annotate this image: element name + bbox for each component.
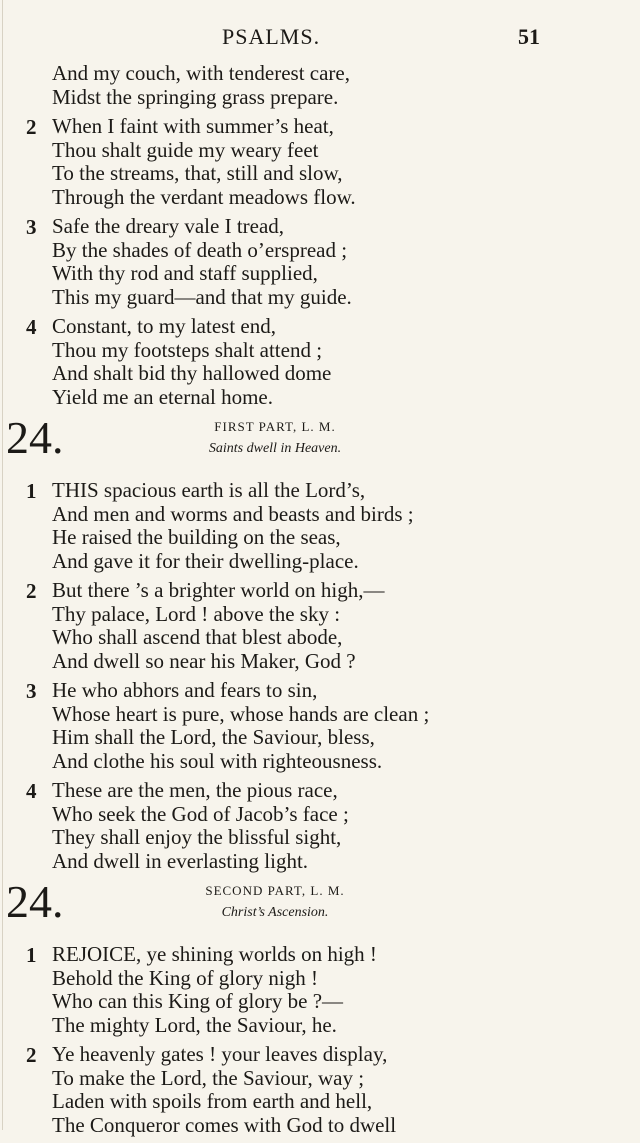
verse-line: Yield me an eternal home. (52, 384, 274, 409)
verse-line: But there ’s a brighter world on high,— (52, 578, 385, 602)
verse-line: This my guard—and that my guide. (52, 284, 352, 309)
page-header (0, 24, 640, 54)
verse-line: The Conqueror comes with God to dwell (52, 1112, 397, 1137)
stanza-number: 2 (26, 579, 37, 603)
hymn-meter: FIRST PART, L. M. (214, 419, 336, 434)
stanza (0, 215, 640, 309)
stanza-number: 1 (26, 943, 37, 967)
hymn-second-part (0, 876, 640, 1137)
verse-line: Through the verdant meadows flow. (52, 184, 356, 209)
stanza-number: 4 (26, 779, 37, 803)
hymn-first-part (0, 412, 640, 873)
hymn-meter: SECOND PART, L. M. (205, 883, 345, 898)
verse-line: And clothe his soul with righteousness. (52, 748, 383, 773)
verse-line: They shall enjoy the blissful sight, (52, 825, 342, 849)
verse-line: And my couch, with tenderest care, (52, 61, 350, 85)
stanza (0, 779, 640, 873)
verse-line: Behold the King of glory nigh ! (52, 965, 318, 990)
stanza (0, 579, 640, 673)
verse-line: With thy rod and staff supplied, (52, 261, 318, 285)
continued-psalm (0, 62, 640, 409)
stanza (0, 62, 640, 109)
hymn-subject: Christ’s Ascension. (221, 905, 329, 920)
verse-line: And shalt bid thy hallowed dome (52, 361, 332, 385)
verse-line: He raised the building on the seas, (52, 525, 341, 549)
verse-line: When I faint with summer’s heat, (52, 114, 334, 138)
stanza-number: 2 (26, 1043, 37, 1067)
stanza-number: 3 (26, 215, 37, 239)
stanza (0, 1043, 640, 1137)
stanza-number: 4 (26, 315, 37, 339)
verse-line: The mighty Lord, the Saviour, he. (52, 1012, 337, 1037)
hymn-number: 24. (6, 876, 64, 927)
verse-line: Ye heavenly gates ! your leaves display, (52, 1042, 388, 1066)
verse-line: And dwell so near his Maker, God ? (52, 648, 356, 673)
page-body (0, 62, 640, 1143)
stanza (0, 479, 640, 573)
verse-line: Laden with spoils from earth and hell, (52, 1089, 373, 1113)
verse-line: Who can this King of glory be ?— (52, 989, 344, 1013)
hymn-heading (0, 412, 640, 473)
verse-line: And men and worms and beasts and birds ; (52, 501, 414, 526)
verse-line: And dwell in everlasting light. (52, 848, 309, 873)
verse-line: Midst the springing grass prepare. (52, 84, 339, 109)
verse-line: Thou my footsteps shalt attend ; (52, 337, 323, 362)
verse-line: By the shades of death o’erspread ; (52, 237, 348, 262)
verse-line: To the streams, that, still and slow, (52, 161, 343, 185)
verse-line: Thy palace, Lord ! above the sky : (52, 601, 341, 626)
hymn-subject: Saints dwell in Heaven. (208, 441, 342, 456)
stanza (0, 679, 640, 773)
verse-line: Constant, to my latest end, (52, 314, 276, 338)
stanza (0, 115, 640, 209)
verse-line: REJOICE, ye shining worlds on high ! (52, 942, 377, 966)
verse-line: Who shall ascend that blest abode, (52, 625, 343, 649)
hymn-number: 24. (6, 412, 64, 463)
page-number: 51 (518, 24, 540, 49)
stanza (0, 315, 640, 409)
verse-line: These are the men, the pious race, (52, 778, 338, 802)
verse-line: Who seek the God of Jacob’s face ; (52, 801, 349, 826)
stanza-number: 3 (26, 679, 37, 703)
hymn-heading (0, 876, 640, 937)
verse-line: Thou shalt guide my weary feet (52, 137, 319, 162)
verse-line: And gave it for their dwelling-place. (52, 548, 359, 573)
verse-line: Whose heart is pure, whose hands are clean ; (52, 701, 430, 726)
running-title: PSALMS. (222, 24, 321, 49)
verse-line: To make the Lord, the Saviour, way ; (52, 1065, 365, 1090)
verse-line: THIS spacious earth is all the Lord’s, (52, 478, 366, 502)
stanza-number: 2 (26, 115, 37, 139)
verse-line: He who abhors and fears to sin, (52, 678, 318, 702)
verse-line: Safe the dreary vale I tread, (52, 214, 285, 238)
stanza (0, 943, 640, 1037)
verse-line: Him shall the Lord, the Saviour, bless, (52, 725, 375, 749)
stanza-number: 1 (26, 479, 37, 503)
